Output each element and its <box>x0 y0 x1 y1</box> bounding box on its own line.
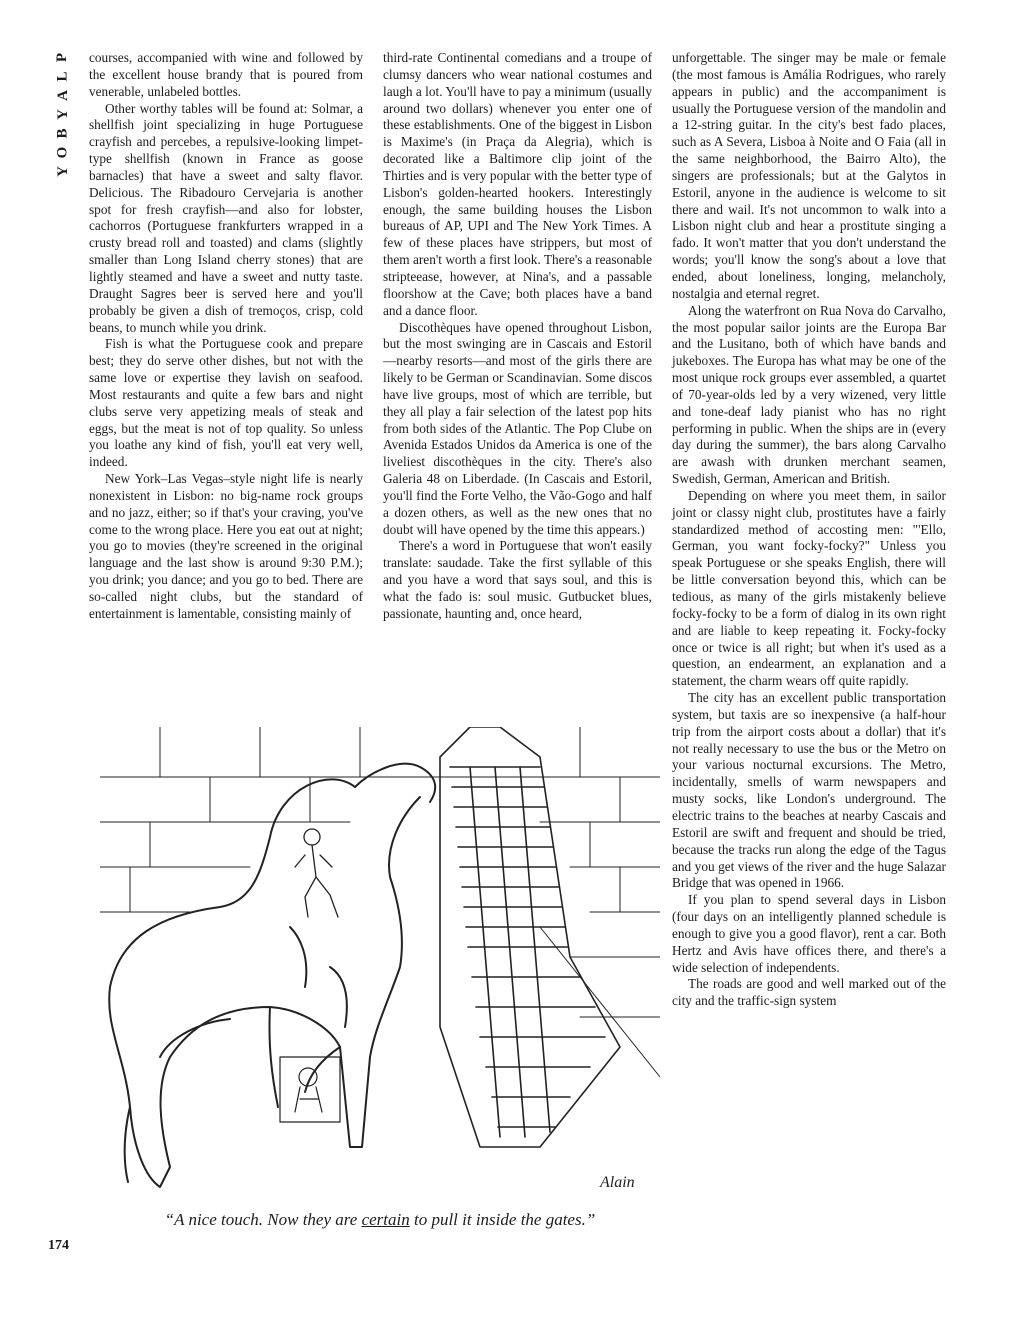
brick-wall <box>100 727 660 1077</box>
side-title-letter: B <box>54 128 71 139</box>
seated-figure <box>295 829 338 917</box>
article-column-3 <box>672 50 946 1010</box>
magazine-side-title <box>50 48 76 181</box>
side-title-letter: P <box>54 52 71 63</box>
paragraph: unforgettable. The singer may be male or female (the most famous is Amália Rodrigues, who rarely appears in public) and the accompaniment is usually the Portuguese version of the mandolin and a 12-string guitar. In the city's best fado places, such as A Severa, Lisboa à Noite and O Faia (all in the same neighborhood, the Bairro Alto), the singers are professionals; but at the Galytos in Estoril, anyone in the audience is welcome to sit there and wail. It's not uncommon to walk into a Lisbon night club and hear a prostitute singing a fado. It won't matter that you don't understand the words; you'll know the song's about a love that ended, about loneliness, longing, melancholy, nostalgia and eternal regret. <box>672 50 946 301</box>
caption-text-end: to pull it inside the gates.” <box>409 1210 596 1229</box>
paragraph: Depending on where you meet them, in sailor joint or classy night club, prostitutes have a fairly standardized method of accosting men: "'Ello, German, you want focky-focky?" Unless you speak Portuguese or she speaks English, there will be little conversation beyond this, which can be tedious, as many of the girls mistakenly believe focky-focky to be a form of dialog in its own right and are liable to keep repeating it. Focky-focky once or twice is all right; but when it's used as a question, an endearment, an explanation and a statement, the charm wears off quite rapidly. <box>672 487 946 689</box>
page-number: 174 <box>48 1238 69 1253</box>
paragraph: The roads are good and well marked out of the city and the traffic-sign system <box>672 976 946 1009</box>
cartoon-caption <box>150 1210 610 1230</box>
hatch-opening <box>280 1057 340 1122</box>
side-title-letter: L <box>54 71 71 82</box>
paragraph: Fish is what the Portuguese cook and prepare best; they do serve other dishes, but not with the same love or expertise they lavish on seafood. Most restaurants and quite a few bars and night clubs serve very appetizing meals of steak and eggs, but the meat is not of top quality. So unless you loathe any kind of fish, you'll eat very well, indeed. <box>89 336 363 470</box>
paragraph: If you plan to spend several days in Lisbon (four days on an intelligently planned schedule is enough to give you a good flavor), rent a car. Both Hertz and Avis have offices there, and there's a wide selection of independents. <box>672 892 946 975</box>
article-column-2 <box>383 50 652 623</box>
paragraph: courses, accompanied with wine and followed by the excellent house brandy that is poured from venerable, unlabeled bottles. <box>89 50 363 99</box>
side-title-letter: Y <box>54 166 71 177</box>
side-title-letter: O <box>54 146 71 159</box>
side-title-letter: A <box>54 90 71 101</box>
paragraph: New York–Las Vegas–style night life is nearly nonexistent in Lisbon: no big-name rock groups and no jazz, either; so if that's your craving, you've come to the wrong place. Here you eat out at night; you go to movies (they're screened in the original language and the last show is around 9:30 P.M.); you drink; you dance; and you go to bed. There are so-called night clubs, but the standard of entertainment is lamentable, consisting mainly of <box>89 471 363 621</box>
article-column-1 <box>89 50 363 623</box>
side-title-letter: Y <box>54 109 71 120</box>
caption-emphasis: certain <box>361 1210 410 1229</box>
paragraph: Along the waterfront on Rua Nova do Carvalho, the most popular sailor joints are the Europa Bar and the Lusitano, both of which have bands and jukeboxes. The Europa has what may be one of the most unique rock groups ever assembled, a quartet of 70-year-olds led by a very wizened, very little and tone-deaf lady pianist who has no right performing in public. When the ships are in (every day during the summer), the bars along Carvalho are awash with drunken merchant seamen, Swedish, German, American and British. <box>672 302 946 487</box>
caption-text: “A nice touch. Now they are <box>164 1210 362 1229</box>
artist-signature: Alain <box>600 1174 635 1191</box>
paragraph: The city has an excellent public transportation system, but taxis are so inexpensive (a half-hour trip from the airport costs about a dollar) that it's not really necessary to use the bus or the Metro on your various nocturnal excursions. The Metro, incidentally, smells of warm newspapers and musty socks, like London's underground. The electric trains to the beaches at nearby Cascais and Estoril are swift and frequent and should be tried, because the tracks run along the edge of the Tagus and you get views of the river and the huge Salazar Bridge that was opened in 1966. <box>672 690 946 891</box>
paragraph: There's a word in Portuguese that won't easily translate: saudade. Take the first syllable of this and you have a word that says soul, and this is what the fado is: soul music. Gutbucket blues, passionate, haunting and, once heard, <box>383 538 652 621</box>
paragraph: Discothèques have opened throughout Lisbon, but the most swinging are in Cascais and Estoril—nearby resorts—and most of the girls there are likely to be German or Scandinavian. Some discos have live groups, most of which are terrible, but they all play a fair selection of the latest pop hits from both sides of the Atlantic. The Pop Clube on Avenida Estados Unidos da America is one of the liveliest discothèques in the city. There's also Galeria 48 on Liberdade. (In Cascais and Estoril, you'll find the Forte Velho, the Vão-Gogo and half a dozen others, as well as the new ones that no doubt will have opened by the time this appears.) <box>383 319 652 537</box>
gate-tower <box>440 727 620 1147</box>
paragraph: third-rate Continental comedians and a troupe of clumsy dancers who wear national costumes and laugh a lot. You'll have to pay a minimum (usually around two dollars) whenever you enter one of these establishments. One of the biggest in Lisbon is Maxime's (in Praça da Alegria), which is decorated like a Baltimore clip joint of the Thirties and is very popular with the better type of Lisbon's golden-hearted hookers. Interestingly enough, the same building houses the Lisbon bureaus of AP, UPI and The New York Times. A few of these places have strippers, but most of them aren't worth a first look. There's a reasonable stripteease, however, at Nina's, and a passable floorshow at the Cave; both places have a band and a dance floor. <box>383 50 652 318</box>
trojan-horse-cartoon <box>100 727 660 1202</box>
paragraph: Other worthy tables will be found at: Solmar, a shellfish joint specializing in huge Portuguese crayfish and percebes, a repulsive-looking limpet-type shellfish (known in France as goose barnacles) that have a sweet and salty flavor. Delicious. The Ribadouro Cervejaria is another spot for fresh crayfish—and also for lobster, cachorros (Portuguese frankfurters wrapped in a crusty bread roll and toasted) and clams (slightly smaller than Long Island cherry stones) that are lightly steamed and have a sweet and nutty taste. Draught Sagres beer is served here and you'll probably be given a dish of tremoços, crisp, cold beans, to munch while you drink. <box>89 100 363 335</box>
trojan-horse <box>109 764 435 1187</box>
